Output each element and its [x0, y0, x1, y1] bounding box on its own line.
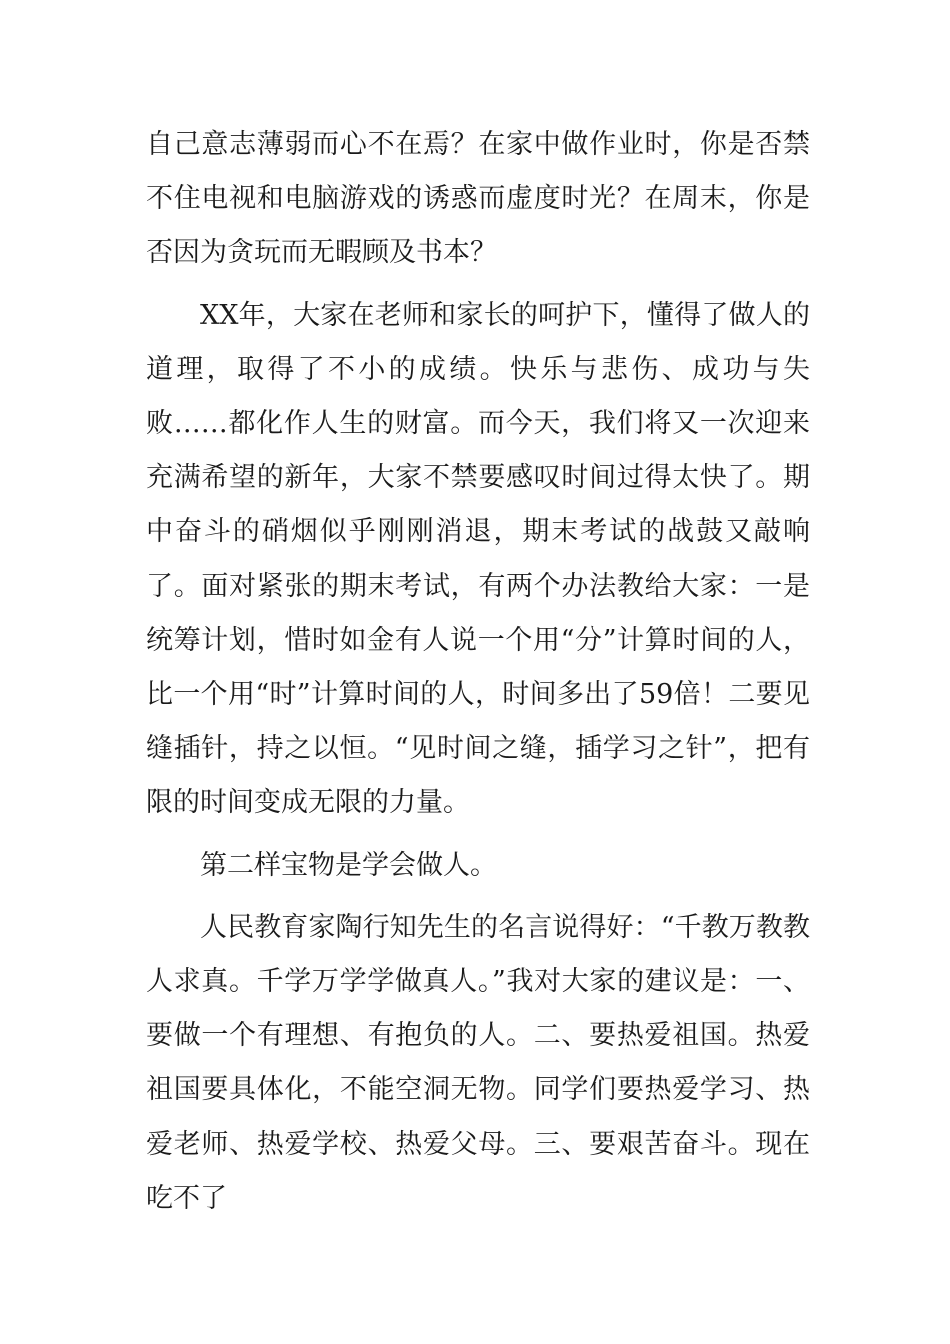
- paragraph-new-year-exams: XX年，大家在老师和家长的呵护下，懂得了做人的道理，取得了不小的成绩。快乐与悲伤、成功与失败……都化作人生的财富。而今天，我们将又一次迎来充满希望的新年，大家不禁要感叹时间过得太快了。期中奋斗的硝烟似乎刚刚消退，期末考试的战鼓又敲响了。面对紧张的期末考试，有两个办法教给大家：一是统筹计划，惜时如金有人说一个用“分”计算时间的人，比一个用“时”计算时间的人，时间多出了59倍！二要见缝插针，持之以恒。“见时间之缝，插学习之针”，把有限的时间变成无限的力量。: [146, 299, 810, 819]
- paragraph-second-treasure: 第二样宝物是学会做人。: [200, 849, 497, 881]
- paragraph-continued: 自己意志薄弱而心不在焉？在家中做作业时，你是否禁不住电视和电脑游戏的诱惑而虚度时光？在周末，你是否因为贪玩而无暇顾及书本？: [146, 129, 810, 269]
- document-body: [146, 118, 810, 1226]
- paragraph-tao-xingzhi-quote: 人民教育家陶行知先生的名言说得好：“千教万教教人求真。千学万学学做真人。”我对大家的建议是：一、要做一个有理想、有抱负的人。二、要热爱祖国。热爱祖国要具体化，不能空洞无物。同学们要热爱学习、热爱老师、热爱学校、热爱父母。三、要艰苦奋斗。现在吃不了: [146, 911, 810, 1214]
